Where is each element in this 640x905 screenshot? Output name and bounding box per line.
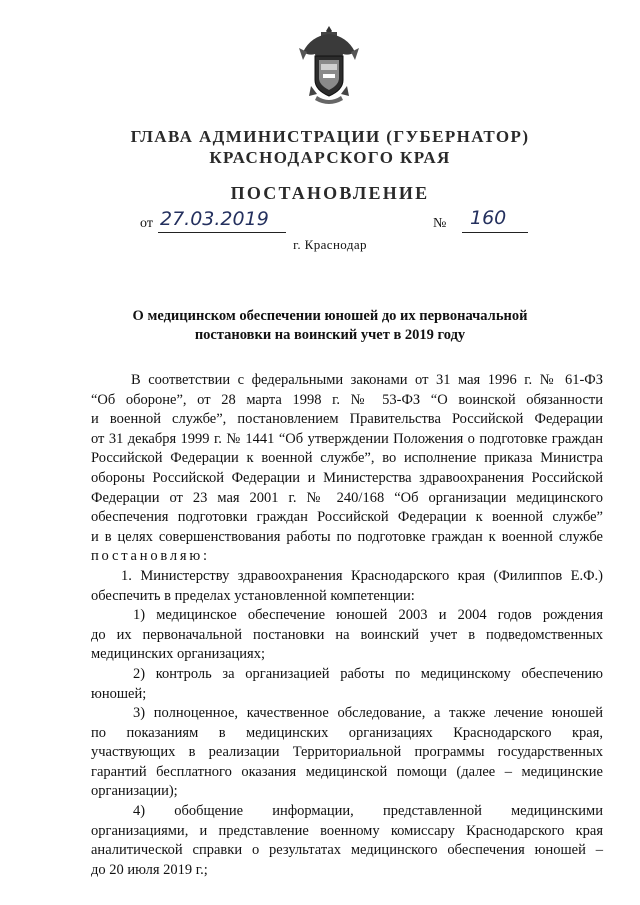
title-line: О медицинском обеспечении юношей до их первоначальной <box>132 308 528 324</box>
body-line: обороны Российской Федерации и Министерства здравоохранения Российской <box>91 469 603 486</box>
body-line: организациями, и представление военному комиссару Краснодарского края <box>91 822 603 839</box>
body-line: медицинских организациях; <box>91 646 265 663</box>
issuer-line-2: КРАСНОДАРСКОГО КРАЯ <box>209 148 451 167</box>
document-title <box>110 307 550 345</box>
body-line: и в целях совершенствования работы по подготовке граждан к военной службе <box>91 528 603 545</box>
body-line: гарантий бесплатного оказания медицинской помощи (далее – медицинские <box>91 763 603 780</box>
issuer-line-1: ГЛАВА АДМИНИСТРАЦИИ (ГУБЕРНАТОР) <box>130 127 530 146</box>
body-line: юношей; <box>91 685 147 702</box>
body-line: обеспечить в пределах установленной компетенции: <box>91 587 415 604</box>
body-line: “Об обороне”, от 28 марта 1998 г. № 53-ФЗ “О воинской обязанности <box>91 391 603 408</box>
date-underline <box>158 232 286 233</box>
title-line: постановки на воинский учет в 2019 году <box>194 327 466 343</box>
number-underline <box>462 232 528 233</box>
date-label: от <box>140 216 153 231</box>
body-line: аналитической справки о результатах медицинского обеспечения юношей – <box>91 842 603 859</box>
city: г. Краснодар <box>293 237 367 252</box>
number-label: № <box>433 216 447 231</box>
body-line: и военной службе”, постановлением Правительства Российской Федерации <box>91 411 603 428</box>
body-line: 1) медицинское обеспечение юношей 2003 и 2004 годов рождения <box>133 607 603 624</box>
date-value: 27.03.2019 <box>160 208 269 230</box>
document-type: ПОСТАНОВЛЕНИЕ <box>230 183 430 203</box>
body-line: Федерации от 23 мая 2001 г. № 240/168 “Об организации медицинского <box>91 489 603 506</box>
body-line: 4) обобщение информации, представленной медицинскими <box>133 803 603 820</box>
document-body <box>91 371 603 880</box>
body-line: В соответствии с федеральными законами от 31 мая 1996 г. № 61-ФЗ <box>131 372 603 388</box>
number-value: 160 <box>470 207 507 229</box>
body-line: 3) полноценное, качественное обследование, а также лечение юношей <box>133 705 603 722</box>
body-line: до их первоначальной постановки на воинский учет в подведомственных <box>91 626 603 643</box>
body-line: от 31 декабря 1999 г. № 1441 “Об утверждении Положения о подготовке граждан <box>91 430 603 447</box>
body-line: до 20 июля 2019 г.; <box>91 861 208 878</box>
body-line: по показаниям в медицинских организациях Краснодарского края, <box>91 724 603 741</box>
body-line: постановляю: <box>91 548 210 565</box>
body-line: участвующих в реализации Территориальной программы государственных <box>91 744 603 761</box>
body-line: организации); <box>91 783 178 800</box>
body-line: обеспечения подготовки граждан Российской Федерации к военной службе” <box>91 509 603 526</box>
body-line: 2) контроль за организацией работы по медицинскому обеспечению <box>133 665 603 682</box>
coat-of-arms-emblem <box>297 22 361 106</box>
body-line: Российской Федерации к военной службе”, во исполнение приказа Министра <box>91 450 603 467</box>
body-line: 1. Министерству здравоохранения Краснодарского края (Филиппов Е.Ф.) <box>121 567 603 584</box>
